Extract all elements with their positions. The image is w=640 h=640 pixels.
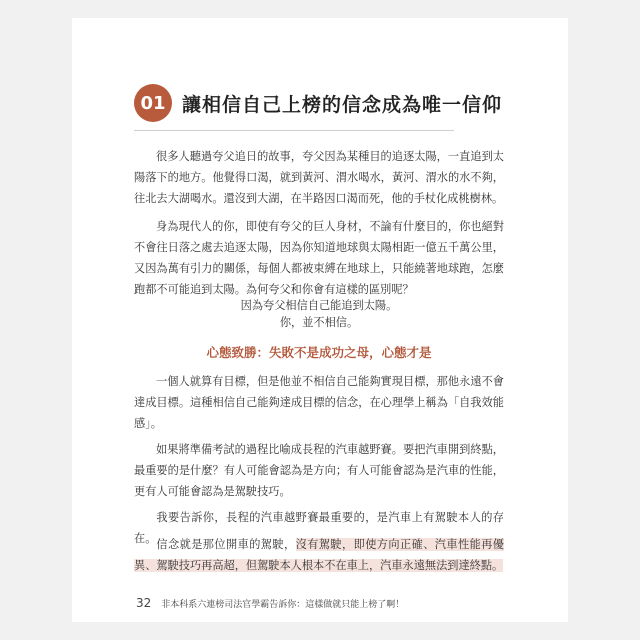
quote-line-2: 你，並不相信。 <box>279 316 359 329</box>
paragraph-2: 身為現代人的你，即使有夸父的巨人身材，不論有什麼目的，你也絕對不會往日落之處去追逐太陽，因為你知道地球與太陽相距一億五千萬公里，又因為萬有引力的關係，每個人都被束縛在地球上，只能繞著地球跑，怎麼跑都不可能追到太陽。為何夸父和你會有這樣的區別呢？ <box>134 220 504 296</box>
chapter-number-badge: 01 <box>134 84 172 122</box>
quote-line-1: 因為夸父相信自己能追到太陽。 <box>240 299 398 312</box>
running-book-title: 非本科系六連榜司法官學霸告訴你：這樣做就只能上榜了啊！ <box>161 600 405 610</box>
highlighted-text: 沒有駕駛，即使方向正確、汽車性能再優異、駕駛技巧再高超，但駕駛本人根本不在車上，汽車永遠無法到達終點。 <box>134 538 504 572</box>
chapter-title: 讓相信自己上榜的信念成為唯一信仰 <box>182 93 503 116</box>
paragraph-1: 很多人聽過夸父追日的故事，夸父因為某種目的追逐太陽，一直追到太陽落下的地方。他覺得口渴，就到黃河、渭水喝水，黃河、渭水的水不夠，往北去大湖喝水。還沒到大湖，在半路因口渴而死，他的手杖化成桃樹林。 <box>134 150 504 205</box>
paragraph-3: 一個人就算有目標，但是他並不相信自己能夠實現目標，那他永遠不會達成目標。這種相信自己能夠達成目標的信念，在心理學上稱為「自我效能感」。 <box>134 375 504 430</box>
title-divider <box>134 130 454 131</box>
page-footer <box>136 596 404 610</box>
paragraph-5: 我要告訴你，長程的汽車越野賽最重要的，是汽車上有駕駛本人的存在。 <box>134 511 504 545</box>
quote-block <box>134 297 504 331</box>
section-subheading: 心態致勝：失敗不是成功之母，心態才是 <box>206 345 432 360</box>
book-page <box>72 18 568 622</box>
chapter-header <box>134 84 502 122</box>
paragraph-4: 如果將準備考試的過程比喻成長程的汽車越野賽。要把汽車開到終點，最重要的是什麼？有人可能會認為是方向；有人可能會認為是汽車的性能，更有人可能會認為是駕駛技巧。 <box>134 443 504 498</box>
page-number: 32 <box>136 596 152 610</box>
paragraph-6: 信念就是那位開車的駕駛，沒有駕駛，即使方向正確、汽車性能再優異、駕駛技巧再高超，但駕駛本人根本不在車上，汽車永遠無法到達終點。 <box>134 538 504 572</box>
